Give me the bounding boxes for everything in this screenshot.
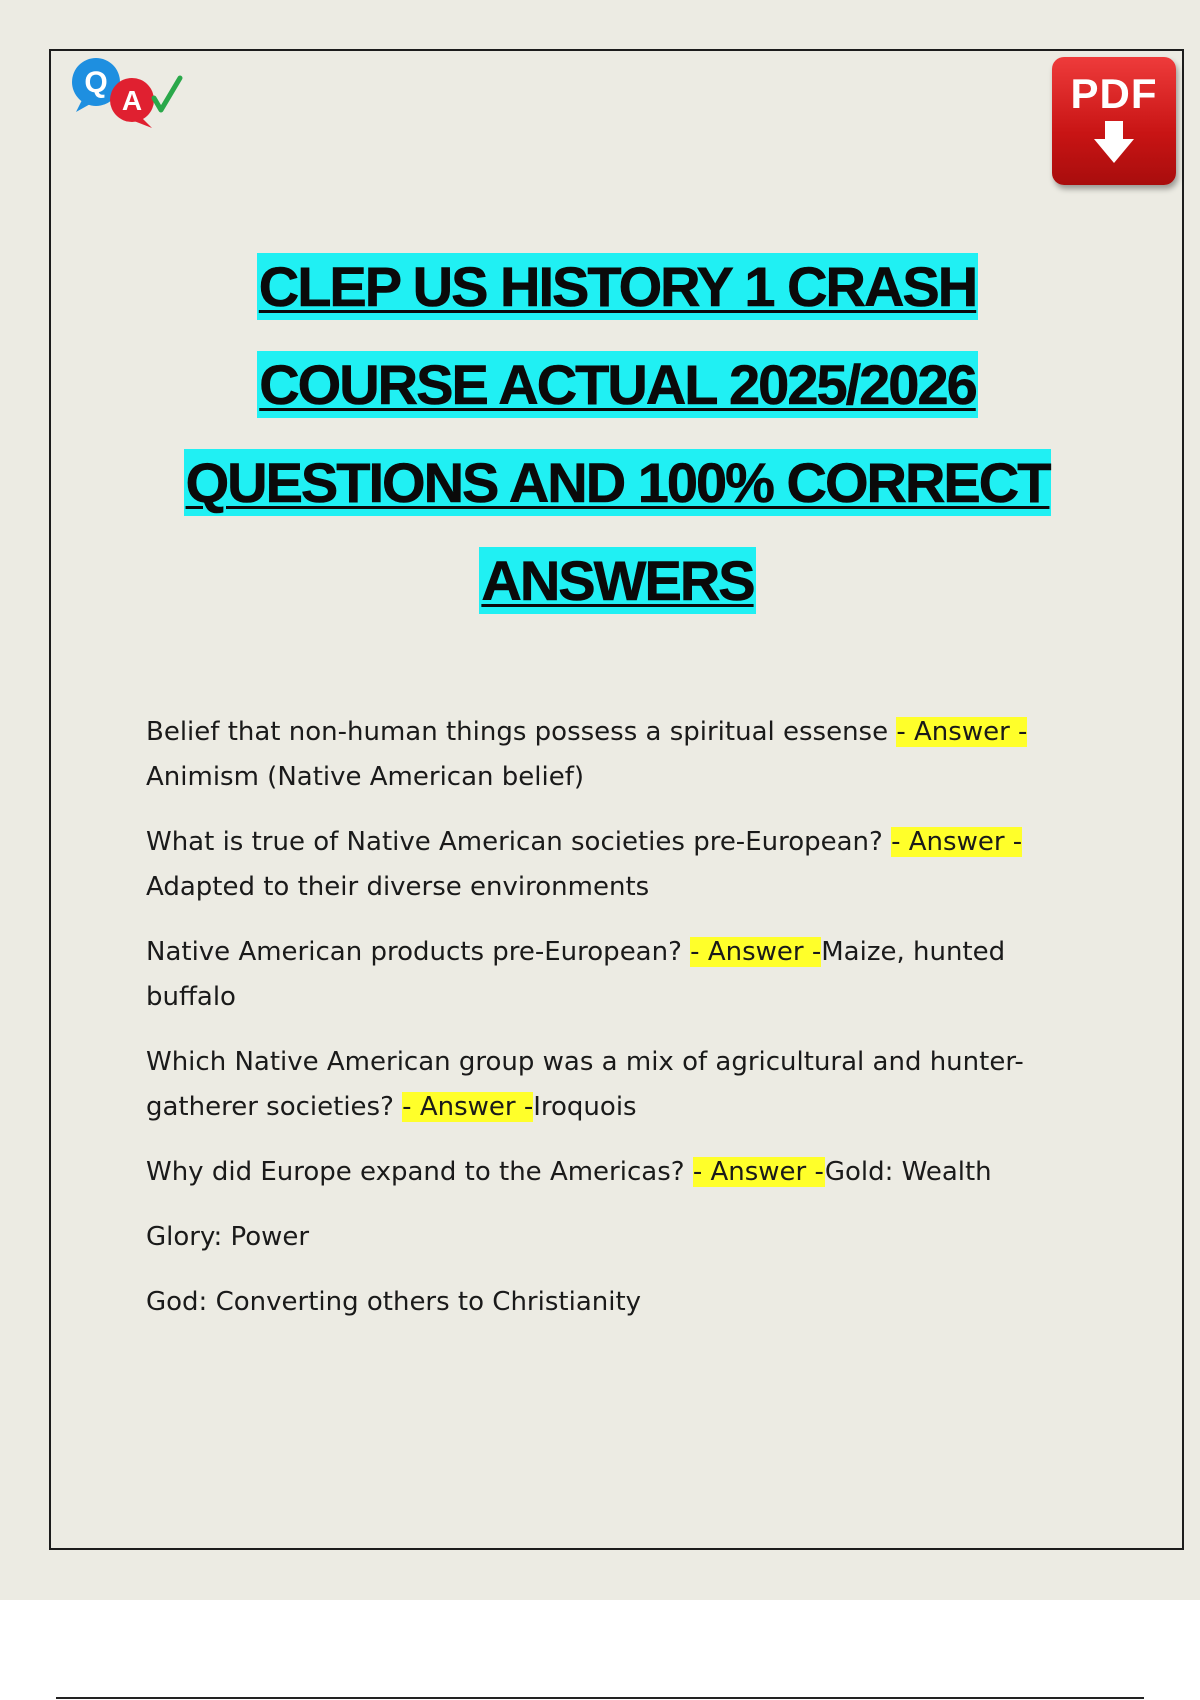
title-line: ANSWERS — [481, 549, 754, 612]
qa-item — [146, 930, 1096, 1020]
answer-text: Iroquois — [533, 1092, 637, 1122]
answer-text: Adapted to their diverse environments — [146, 872, 650, 902]
qa-logo-q: Q — [84, 66, 108, 99]
question-text: Belief that non-human things possess a spiritual essense — [146, 717, 897, 747]
document-title — [60, 238, 1175, 630]
pdf-download-badge[interactable] — [1052, 57, 1176, 185]
title-line: QUESTIONS AND 100% CORRECT — [185, 451, 1050, 514]
title-line: COURSE ACTUAL 2025/2026 — [259, 353, 976, 416]
answer-text: Gold: Wealth — [824, 1157, 992, 1187]
qa-logo-a: A — [121, 85, 143, 116]
answer-text: Maize, hunted buffalo — [146, 937, 1006, 1012]
answer-marker: - Answer - — [402, 1092, 534, 1122]
question-text: Native American products pre-European? — [146, 937, 691, 967]
pdf-label: PDF — [1070, 70, 1158, 117]
qa-logo-icon — [68, 56, 198, 136]
question-text: What is true of Native American societies pre-European? — [146, 827, 892, 857]
answer-marker: - Answer - — [896, 717, 1028, 747]
footer-divider — [56, 1697, 1144, 1699]
qa-item — [146, 1040, 1096, 1130]
answer-marker: - Answer - — [690, 937, 822, 967]
qa-item — [146, 1150, 1096, 1195]
question-text: Which Native American group was a mix of agricultural and hunter-gatherer societies? — [146, 1047, 1024, 1122]
qa-item — [146, 820, 1096, 910]
answer-marker: - Answer - — [692, 1157, 825, 1187]
qa-item — [146, 710, 1096, 800]
answer-marker: - Answer - — [891, 827, 1023, 857]
answer-continuation: God: Converting others to Christianity — [146, 1287, 642, 1317]
answer-continuation: Glory: Power — [146, 1222, 310, 1252]
download-arrow-icon — [1092, 119, 1136, 165]
answer-text: Animism (Native American belief) — [146, 762, 585, 792]
question-text: Why did Europe expand to the Americas? — [146, 1157, 693, 1187]
title-line: CLEP US HISTORY 1 CRASH — [258, 255, 977, 318]
question-answer-list — [146, 710, 1096, 1345]
